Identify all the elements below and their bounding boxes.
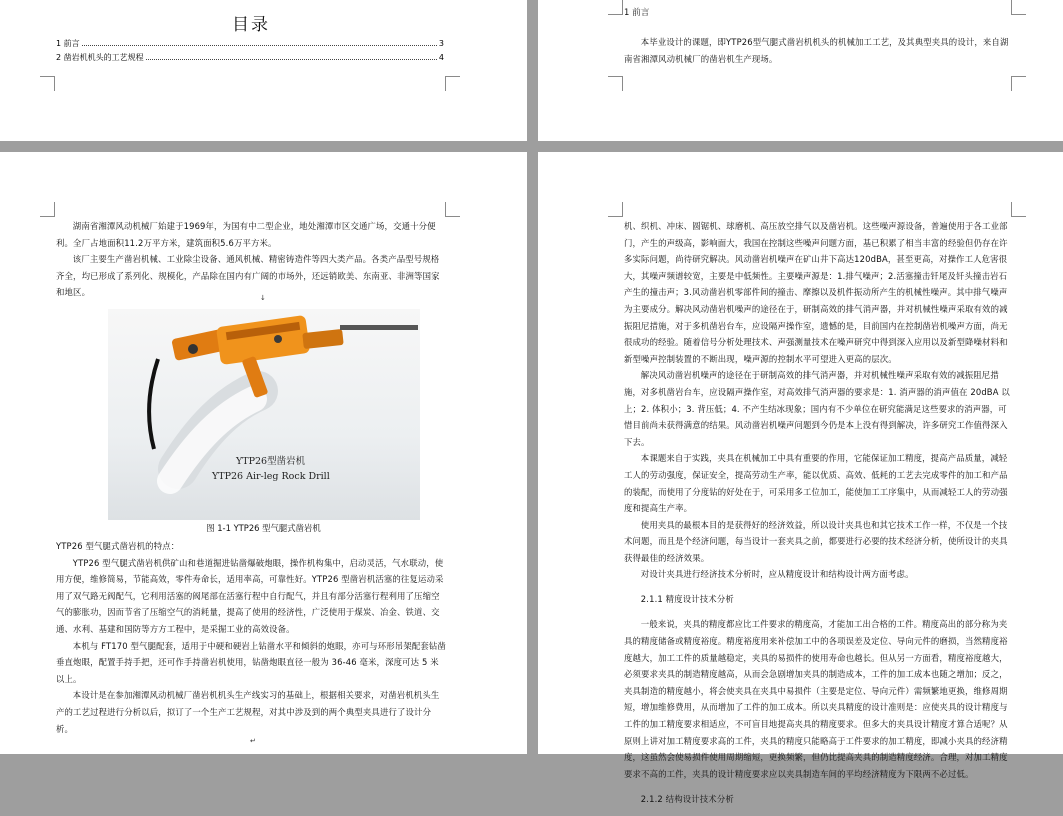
rock-drill-illustration [108,309,420,520]
figure-caption: 图 1-1 YTP26 型气腿式凿岩机 [206,523,321,533]
paragraph: YTP26 型气腿式凿岩机的特点： [56,541,180,551]
toc-title: 目录 [232,15,270,35]
return-mark: ↵ [250,737,256,745]
preface-page [538,0,1063,141]
crop-mark [40,202,55,217]
paragraph: 该厂主要生产凿岩机械、工业除尘设备、通风机械、精密铸造件等四大类产品。各类产品型号规格齐全，均已形成了系列化、规模化，产品除在国内有广阔的市场外，还远销欧美、东南亚、非洲等国家和地区。 [56,254,440,298]
return-mark: ↓ [260,294,266,302]
paragraph: 机、织机、冲床、圆锯机、球磨机、高压放空排气以及凿岩机。这些噪声源设备，普遍使用于各工业部门，产生的声级高，影响面大，我国在控制这些噪声问题方面，基已积累了相当丰富的经验但仍存在许多实际问题，尚待研究解决。风动凿岩机噪声在矿山井下高达120dBA，甚至更高，对操作工人危害很大，其噪声频谱较宽，主要是中低频性。主要噪声源是：1.排气噪声；2.活塞撞击钎尾及钎头撞击岩石产生的撞击声；3.风动凿岩机零部件间的撞击、摩擦以及机件振动所产生的机械性噪声。其中排气噪声为主要成分。解决风动凿岩机噪声的途径在于，研制高效的排气消声器，并对机械性噪声采取有效的减振阻尼措施，对于多机凿岩台车，应设隔声操作室，遗憾的是，目前国内在控制凿岩机噪声方面，尚无很成功的经验。随着信号分析处理技术、声强测量技术在噪声研究中得到深入应用以及新型降噪材料和新型噪声控制装置的不断出现，噪声源的控制水平可望进入更高的层次。 [624,221,1008,364]
toc-leader [146,52,437,60]
rock-drill-photo [108,309,420,520]
figure-label-en: YTP26 Air-leg Rock Drill [212,471,330,482]
paragraph: 本毕业设计的课题，即YTP26型气腿式凿岩机机头的机械加工工艺，及其典型夹具的设计，来自湖南省湘潭风动机械厂的凿岩机生产现场。 [624,37,1009,64]
figure-label-cn: YTP26型凿岩机 [236,456,306,467]
page3-intro [56,218,446,301]
crop-mark [1011,202,1026,217]
paragraph: 一般来说，夹具的精度都应比工件要求的精度高，才能加工出合格的工件。精度高出的部分称为夹具的精度储备或精度裕度。精度裕度用来补偿加工中的各项误差及定位、导向元件的磨损，当然精度裕度越大，加工工件的质量越稳定，夹具的易损件的使用寿命也越长。但从另一方面看，精度裕度越大，必须要求夹具的制造精度越高，从而会急剧增加夹具的制造成本，工件的加工成本也随之增加；反之，夹具制造的精度越小，将会使夹具在夹具中易损件（主要是定位、导向元件）需频繁地更换，维修周期短，增加维修费用，从而增加了工件的加工成本。所以夹具精度的设计准则是：应使夹具的设计精度与工件的加工精度要求相适应，不可盲目地提高夹具的精度要求。但多大的夹具设计精度才算合适呢？从原则上讲对加工精度要求高的工件，夹具的精度只能略高于工件要求的加工精度，即减小夹具的经济精度，这虽然会使易损件使用周期缩短，更换频繁，但仍比提高夹具的制造精度经济。合理，对加工精度要求不高的工件，夹具的设计精度要求应以夹具制造车间的平均经济精度为下限两不必过低。 [624,619,1008,779]
toc-entry-label: 1 前言 [56,39,80,48]
toc-entry-1[interactable] [56,38,444,49]
paragraph: 湖南省湘潭风动机械厂始建于1969年，为国有中二型企业，地处湘潭市区交通广场，交通十分便利。全厂占地面积11.2万平方米，建筑面积5.6万平方米。 [56,221,436,248]
crop-mark [445,202,460,217]
toc-leader [82,38,437,46]
toc-entry-page: 3 [438,39,444,48]
section-heading: 2.1.2 结构设计技术分析 [640,793,734,804]
paragraph: 对设计夹具进行经济技术分析时，应从精度设计和结构设计两方面考虑。 [640,569,914,580]
toc-page [0,0,527,141]
crop-mark [608,0,623,15]
paragraph: 本设计是在参加湘潭风动机械厂凿岩机机头生产线实习的基础上，根据相关要求，对凿岩机机头生产的工艺过程进行分析以后，拟订了一个生产工艺规程，对其中涉及到的两个典型夹具进行了设计分析。 [56,690,440,734]
page3-body [56,538,446,737]
paragraph: 本机与 FT170 型气腿配套，适用于中硬和硬岩上钻凿水平和倾斜的炮眼，亦可与环形吊架配套钻凿垂直炮眼，配置手持手把，还可作手持凿岩机使用，钻凿炮眼直径一般为 36-46 毫米，深度可达 5 米以上。 [56,640,446,684]
toc-entry-page: 4 [438,53,444,62]
preface-heading: 1 前言 [624,7,650,17]
preface-body [624,34,1014,67]
crop-mark [608,76,623,91]
paragraph: 使用夹具的最根本目的是获得好的经济效益，所以设计夹具也和其它技术工作一样，不仅是一个技术问题，而且是个经济问题，每当设计一套夹具之前，都要进行必要的技术经济分析，使所设计的夹具获得最佳的经济效果。 [624,519,1008,563]
crop-mark [445,76,460,91]
crop-mark [1011,76,1026,91]
crop-mark [40,76,55,91]
page4-body [624,218,1014,816]
paragraph: 本课题来自于实践，夹具在机械加工中具有重要的作用，它能保证加工精度，提高产品质量，减轻工人的劳动强度，保证安全，提高劳动生产率，能以优质、高效、低耗的工艺去完成零件的加工和产品的装配，而使用了分度钻的好处在于，可采用多工位加工，能使加工工序集中，从而减轻工人的劳动强度和提高生产率。 [624,453,1008,514]
paragraph: 解决风动凿岩机噪声的途径在于研制高效的排气消声器，并对机械性噪声采取有效的减振阻尼措施，对多机凿岩台车，应设隔声操作室，对高效排气消声器的要求是：1. 消声器的消声值在 20dBA 以上；2. 体积小；3. 背压低；4. 不产生结冰现象；国内有不少单位在研究能满足这些要求的消声器，可惜目前尚未获得满意的结果。风动凿岩机噪声问题到今仍是本上没有得到解决，许多研究工作值得深入下去。 [624,370,1010,447]
body-page-4 [538,152,1063,804]
toc-entry-label: 2 凿岩机机头的工艺规程 [56,53,144,62]
body-page-3 [0,152,527,754]
crop-mark [608,202,623,217]
toc-entry-2[interactable] [56,52,444,63]
paragraph: YTP26 型气腿式凿岩机供矿山和巷道掘进钻凿爆破炮眼，操作机构集中，启动灵活，气水联动，使用方便，维修简易，节能高效，零件寿命长，适用率高，可靠性好。YTP26 型凿岩机活塞的往复运动采用了双气路无阀配气，它利用活塞的阀尾部在活塞行程中自行配气，并且有部分活塞行程利用了压缩空气的膨胀功，因而节省了压缩空气的消耗量，提高了使用的经济性，广泛使用于煤炭、冶金、铁道、交通、水利、基建和国防等方方工程中，是采掘工业的高效设备。 [56,557,444,634]
section-heading: 2.1.1 精度设计技术分析 [640,594,734,605]
